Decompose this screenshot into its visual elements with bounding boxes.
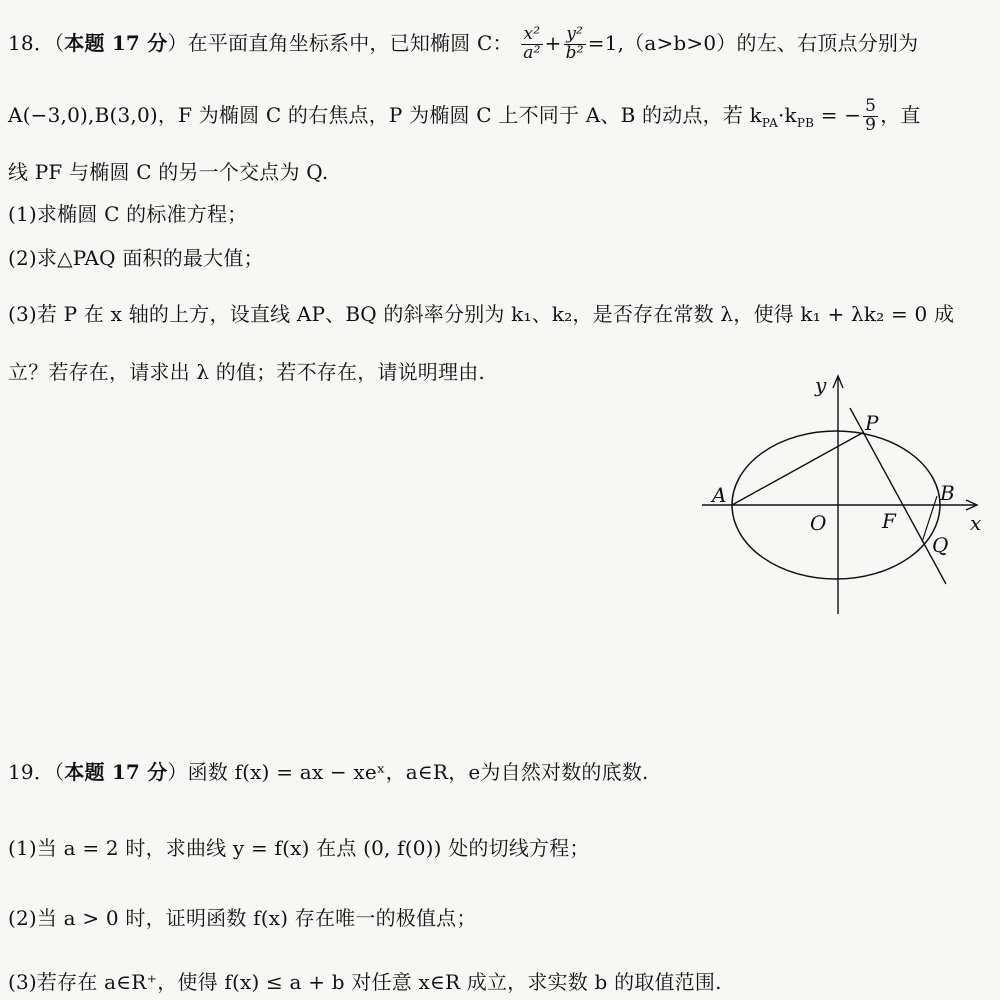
ellipse-diagram [700,372,990,622]
label-a: A [712,483,727,507]
q19-part-3: (3)若存在 a∈R⁺，使得 f(x) ≤ a + b 对任意 x∈R 成立，求实数 b 的取值范围. [8,970,722,994]
q18-line1-tail: =1,（a>b>0）的左、右顶点分别为 [587,30,919,55]
q19-line-1 [8,756,649,785]
frac-y-numerator: y² [564,26,586,45]
q18-part-2: (2)求△PAQ 面积的最大值； [8,246,264,270]
q19-number: 19．（ [8,760,65,784]
q18-line-2 [8,98,921,135]
slope-numerator: 5 [865,96,877,116]
q18-score-tag: 本题 17 分 [64,30,168,55]
frac-x-denominator: a² [523,42,541,63]
slope-subscript-pa: PA [761,115,778,130]
label-f: F [882,509,896,533]
q19-part-1: (1)当 a = 2 时，求曲线 y = f(x) 在点 (0, f(0)) 处的切线方程； [8,836,590,860]
label-o: O [810,511,827,535]
plus-sign: + [544,30,562,55]
label-b: B [940,481,955,505]
label-y: y [815,373,827,397]
q19-score-tag: 本题 17 分 [64,760,168,784]
q19-part-2: (2)当 a > 0 时，证明函数 f(x) 存在唯一的极值点； [8,906,477,930]
label-q: Q [932,533,949,557]
slope-fraction [863,98,878,135]
frac-y-denominator: b² [565,42,584,63]
q18-part-3-line-1: (3)若 P 在 x 轴的上方，设直线 AP、BQ 的斜率分别为 k₁、k₂，是否存在常数 λ，使得 k₁ + λk₂ = 0 成 [8,302,955,326]
slope-subscript-pb: PB [796,115,815,130]
q18-line2-text: A(−3,0),B(3,0)，F 为椭圆 C 的右焦点，P 为椭圆 C 上不同于 A、B 的动点，若 k [8,102,762,127]
q18-line2-tail: ，直 [880,102,921,127]
label-p: P [865,411,879,435]
q18-line-1 [8,26,918,63]
slope-equals: = − [814,102,862,127]
q18-line-3: 线 PF 与椭圆 C 的另一个交点为 Q. [8,160,329,184]
q18-part-3-line-2: 立？若存在，请求出 λ 的值；若不存在，请说明理由. [8,360,485,384]
slope-denominator: 9 [865,114,877,135]
line-ap [732,432,864,505]
q18-intro-text: ）在平面直角坐标系中，已知椭圆 C： [167,30,513,55]
ellipse-fraction-y [564,26,586,63]
q19-intro-text: ）函数 f(x) = ax − xeˣ，a∈R，e为自然对数的底数. [167,760,649,784]
slope-dot: ·k [777,102,797,127]
ellipse-fraction-x [521,26,542,63]
frac-x-numerator: x² [521,26,542,45]
q18-number: 18．（ [8,30,65,55]
q18-part-1: (1)求椭圆 C 的标准方程； [8,202,248,226]
label-x: x [970,511,982,535]
